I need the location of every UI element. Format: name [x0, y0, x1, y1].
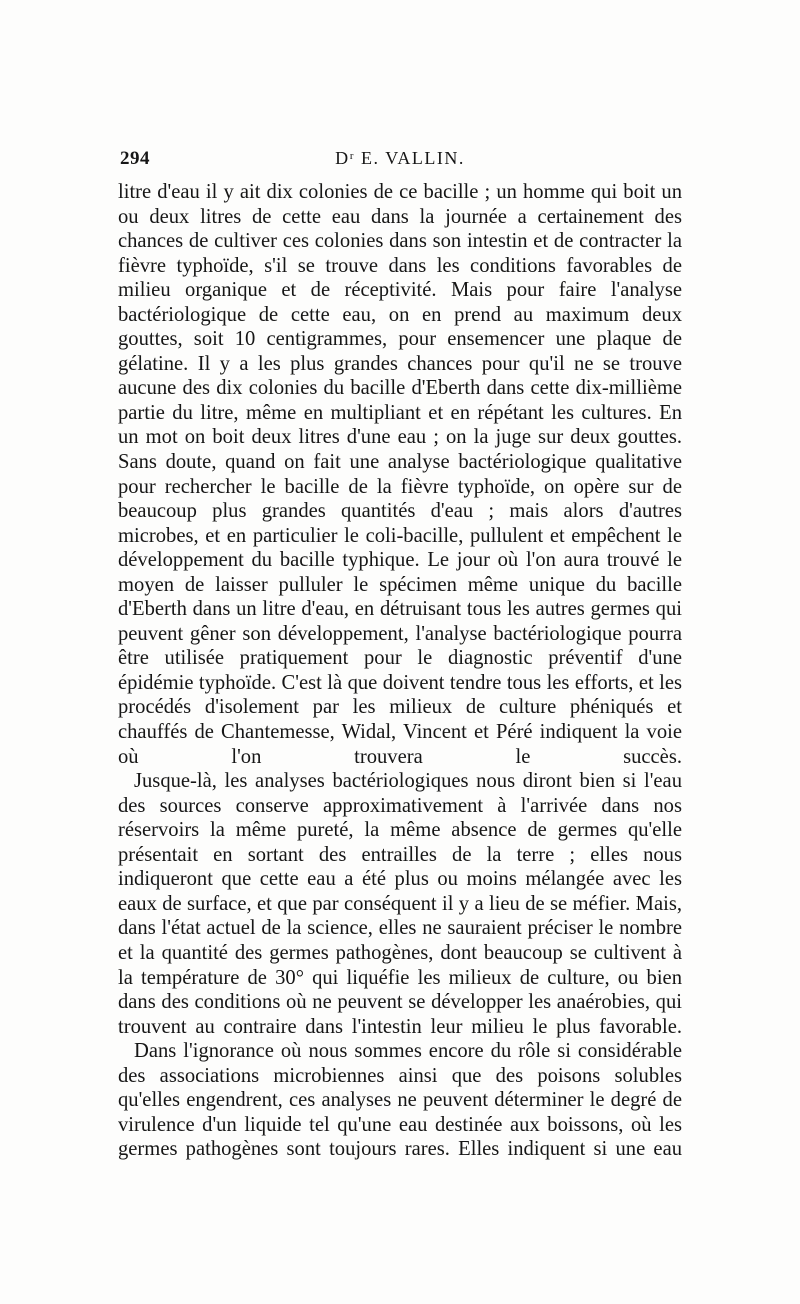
- paragraph-continued: litre d'eau il y ait dix colonies de ce bacille ; un homme qui boit un ou deux litres de cette eau dans la journée a certainement des chances de cultiver ces colonies dans son intestin et de contracter la fièvre typhoïde, s'il se trouve dans les conditions favorables de milieu organique et de réceptivité. Mais pour faire l'analyse bactériologique de cette eau, on en prend au maximum deux gouttes, soit 10 centigrammes, pour ensemencer une plaque de gélatine. Il y a les plus grandes chances pour qu'il ne se trouve aucune des dix colonies du bacille d'Eberth dans cette dix-millième partie du litre, même en multipliant et en répétant les cultures. En un mot on boit deux litres d'une eau ; on la juge sur deux gouttes. Sans doute, quand on fait une analyse bactériologique qualitative pour rechercher le bacille de la fièvre typhoïde, on opère sur de beaucoup plus grandes quantités d'eau ; mais alors d'autres microbes, et en particulier le coli-bacille, pullulent et empêchent le développement du bacille typhique. Le jour où l'on aura trouvé le moyen de laisser pulluler le spécimen même unique du bacille d'Eberth dans un litre d'eau, en détruisant tous les autres germes qui peuvent gêner son développement, l'analyse bactériologique pourra être utilisée pratiquement pour le diagnostic préventif d'une épidémie typhoïde. C'est là que doivent tendre tous les efforts, et les procédés d'isolement par les milieux de culture phéniqués et chauffés de Chantemesse, Widal, Vincent et Péré indiquent la voie où l'on trouvera le succès.: [118, 181, 682, 768]
- paragraph-jusque-la: Jusque-là, les analyses bactériologiques nous diront bien si l'eau des sources conserve approximativement à l'arrivée dans nos réservoirs la même pureté, la même absence de germes qu'elle présentait en sortant des entrailles de la terre ; elles nous indiqueront que cette eau a été plus ou moins mélangée avec les eaux de surface, et que par conséquent il y a lieu de se méfier. Mais, dans l'état actuel de la science, elles ne sauraient préciser le nombre et la quantité des germes pathogènes, dont beaucoup se cultivent à la température de 30° qui liquéfie les milieux de culture, ou bien dans des conditions où ne peuvent se développer les anaérobies, qui trouvent au contraire dans l'intestin leur milieu le plus favorable.: [118, 770, 682, 1038]
- body-text: [118, 180, 682, 1162]
- paragraph-dans-l-ignorance: Dans l'ignorance où nous sommes encore du rôle si considérable des associations microbiennes ainsi que des poisons solubles qu'elles engendrent, ces analyses ne peuvent déterminer le degré de virulence d'un liquide tel qu'une eau destinée aux boissons, où les germes pathogènes sont toujours rares. Elles indiquent si une eau: [118, 1040, 682, 1161]
- running-title: Dʳ E. VALLIN.: [335, 148, 465, 168]
- page-number: 294: [120, 148, 150, 169]
- running-header: [120, 148, 680, 174]
